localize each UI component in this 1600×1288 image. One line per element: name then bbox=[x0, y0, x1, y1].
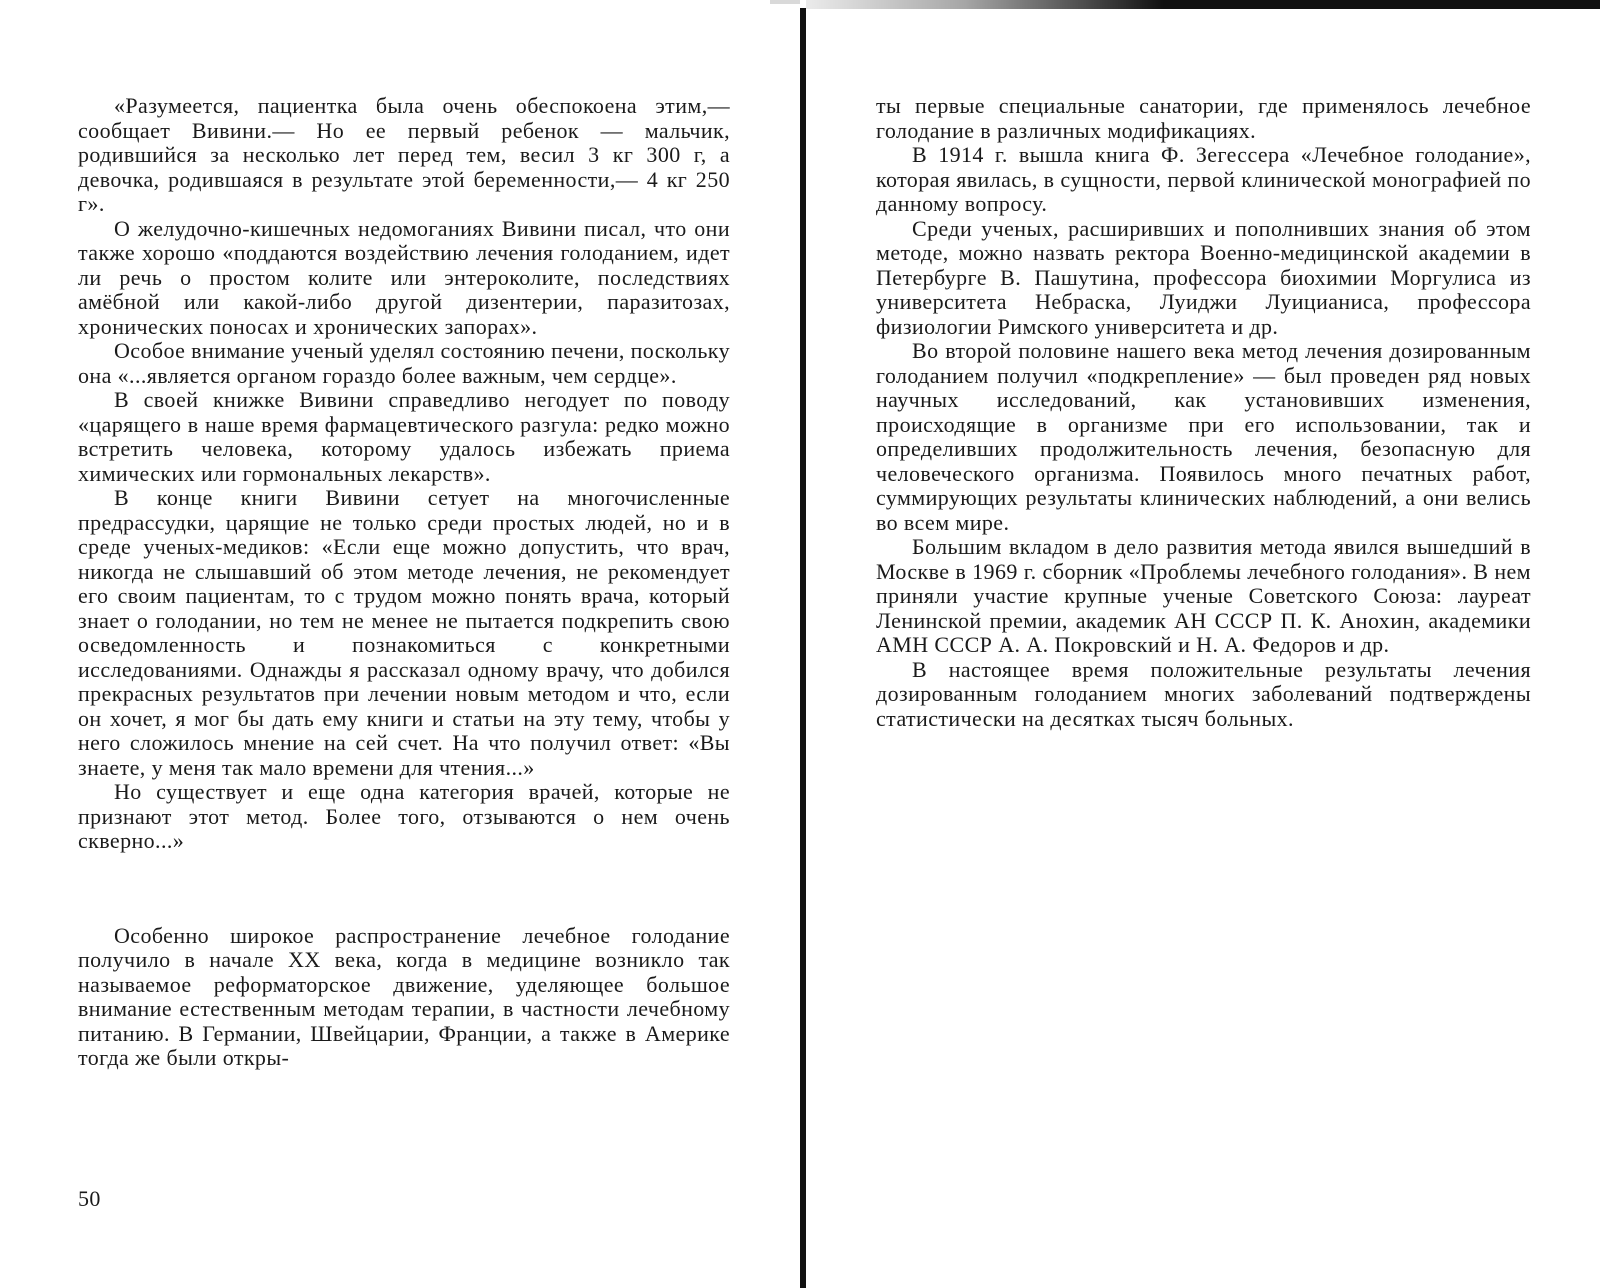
paragraph: Особенно широкое распространение лечебное голодание получило в начале XX века, когда в медицине возникло так называемое реформаторское движение, уделяющее большое внимание естественным методам терапии, в частности лечебному питанию. В Германии, Швейцарии, Франции, а также в Америке тогда же были откры- bbox=[78, 922, 730, 1070]
paragraph: ты первые специальные санатории, где применялось лечебное голодание в различных модификациях. bbox=[876, 93, 1531, 143]
paragraph: Большим вкладом в дело развития метода явился вышедший в Москве в 1969 г. сборник «Проблемы лечебного голодания». В нем приняли участие крупные ученые Советского Союза: лауреат Ленинской премии, академик АН СССР П. К. Анохин, академики АМН СССР А. А. Покровский и Н. А. Федоров и др. bbox=[876, 534, 1531, 657]
paragraph: Среди ученых, расширивших и пополнивших знания об этом методе, можно назвать ректора Военно-медицинской академии в Петербурге В. Пашутина, профессора биохимии Моргулиса из университета Небраска, Луиджи Луицианиса, профессора физиологии Римского университета и др. bbox=[876, 215, 1531, 339]
scan-shadow-top bbox=[806, 0, 1600, 9]
paragraph: В 1914 г. вышла книга Ф. Зегессера «Лечебное голодание», которая явилась, в сущности, первой клинической монографией по данному вопросу. bbox=[876, 142, 1531, 216]
section-gap bbox=[78, 854, 730, 924]
paragraph: В настоящее время положительные результаты лечения дозированным голоданием многих заболеваний подтверждены статистически на десятках тысяч больных. bbox=[876, 656, 1531, 731]
paragraph: «Разумеется, пациентка была очень обеспокоена этим,— сообщает Вивини.— Но ее первый ребенок — мальчик, родившийся за несколько лет перед тем, весил 3 кг 300 г, а девочка, родившаяся в результате этой беременности,— 4 кг 250 г». bbox=[78, 93, 730, 216]
paragraph: О желудочно-кишечных недомоганиях Вивини писал, что они также хорошо «поддаются воздействию лечения голоданием, идет ли речь о простом колите или энтероколите, последствиях амёбной или какой-либо другой дизентерии, паразитозах, хронических поносах и хронических запорах». bbox=[78, 215, 730, 339]
paragraph: Особое внимание ученый уделял состоянию печени, поскольку она «...является органом гораздо более важным, чем сердце». bbox=[78, 338, 730, 388]
right-page bbox=[876, 94, 1531, 731]
scan-shadow-left bbox=[770, 0, 800, 4]
paragraph: Во второй половине нашего века метод лечения дозированным голоданием получил «подкрепление» — был проведен ряд новых научных исследований, как установивших изменения, происходящие в организме при его использовании, так и определивших продолжительность лечения, безопасную для человеческого организма. Появилось много печатных работ, суммирующих результаты клинических наблюдений, а они велись во всем мире. bbox=[876, 338, 1531, 535]
paragraph: Но существует и еще одна категория врачей, которые не признают этот метод. Более того, отзываются о нем очень скверно...» bbox=[78, 779, 730, 853]
left-page bbox=[78, 94, 730, 1071]
page-number: 50 bbox=[78, 1186, 101, 1211]
paragraph: В конце книги Вивини сетует на многочисленные предрассудки, царящие не только среди простых людей, но и в среде ученых-медиков: «Если еще можно допустить, что врач, никогда не слышавший об этом методе лечения, не рекомендует его своим пациентам, то с трудом можно понять врача, который знает о голодании, но тем не менее не пытается подкрепить свою осведомленность и познакомиться с конкретными исследованиями. Однажды я рассказал одному врачу, что добился прекрасных результатов при лечении новым методом и что, если он хочет, я мог бы дать ему книги и статьи на эту тему, чтобы у него сложилось мнение на сей счет. На что получил ответ: «Вы знаете, у меня так мало времени для чтения...» bbox=[78, 485, 730, 780]
paragraph: В своей книжке Вивини справедливо негодует по поводу «царящего в наше время фармацевтического разгула: редко можно встретить человека, которому удалось избежать приема химических или гормональных лекарств». bbox=[78, 387, 730, 486]
book-spine bbox=[800, 8, 806, 1288]
